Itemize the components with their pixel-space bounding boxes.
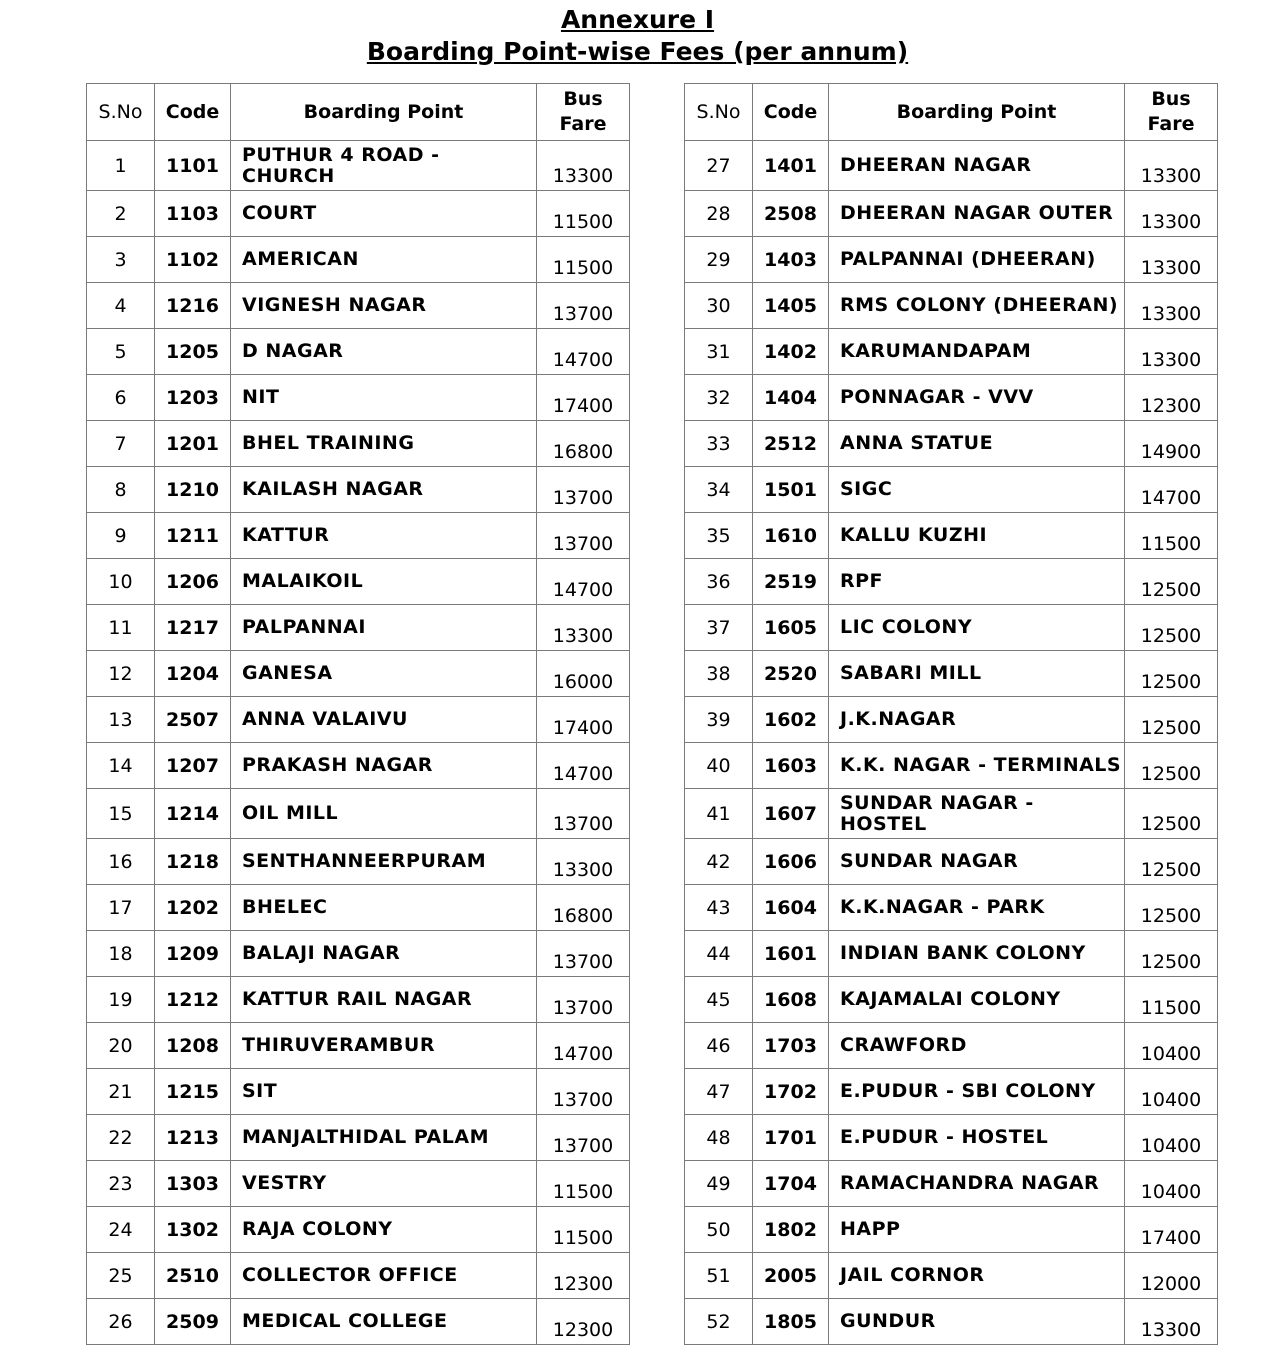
- table-header-row: [685, 84, 1218, 141]
- row-sno: 16: [87, 839, 155, 885]
- row-code: 1215: [155, 1069, 231, 1115]
- table-row: [87, 789, 630, 839]
- row-boarding-point: THIRUVERAMBUR: [231, 1023, 537, 1069]
- row-sno: 46: [685, 1023, 753, 1069]
- header-sno: S.No: [87, 84, 155, 141]
- table-row: [685, 283, 1218, 329]
- table-header-row: [87, 84, 630, 141]
- row-bus-fare: 14700: [537, 329, 630, 375]
- row-boarding-point: OIL MILL: [231, 789, 537, 839]
- table-row: [685, 1299, 1218, 1345]
- row-sno: 25: [87, 1253, 155, 1299]
- table-row: [87, 743, 630, 789]
- table-body-left: [87, 141, 630, 1345]
- row-code: 1608: [753, 977, 829, 1023]
- table-row: [685, 191, 1218, 237]
- table-row: [87, 885, 630, 931]
- row-boarding-point: BALAJI NAGAR: [231, 931, 537, 977]
- row-sno: 28: [685, 191, 753, 237]
- row-sno: 23: [87, 1161, 155, 1207]
- header-bus-fare: [1125, 84, 1218, 141]
- row-bus-fare: 16000: [537, 651, 630, 697]
- table-row: [87, 513, 630, 559]
- row-code: 1218: [155, 839, 231, 885]
- header-boarding-point: Boarding Point: [231, 84, 537, 141]
- row-sno: 31: [685, 329, 753, 375]
- row-sno: 29: [685, 237, 753, 283]
- table-row: [685, 559, 1218, 605]
- table-row: [685, 651, 1218, 697]
- row-sno: 33: [685, 421, 753, 467]
- row-bus-fare: 17400: [537, 697, 630, 743]
- table-row: [87, 839, 630, 885]
- row-code: 1208: [155, 1023, 231, 1069]
- row-boarding-point: MALAIKOIL: [231, 559, 537, 605]
- row-sno: 39: [685, 697, 753, 743]
- table-row: [87, 191, 630, 237]
- row-code: 1102: [155, 237, 231, 283]
- table-row: [87, 467, 630, 513]
- row-sno: 48: [685, 1115, 753, 1161]
- row-boarding-point: BHELEC: [231, 885, 537, 931]
- row-sno: 52: [685, 1299, 753, 1345]
- row-code: 1403: [753, 237, 829, 283]
- table-row: [685, 141, 1218, 191]
- row-code: 1217: [155, 605, 231, 651]
- table-row: [87, 977, 630, 1023]
- table-body-right: [685, 141, 1218, 1345]
- row-sno: 12: [87, 651, 155, 697]
- row-sno: 20: [87, 1023, 155, 1069]
- row-boarding-point: SIT: [231, 1069, 537, 1115]
- row-sno: 18: [87, 931, 155, 977]
- row-bus-fare: 12000: [1125, 1253, 1218, 1299]
- header-fare-line1: Bus: [1151, 88, 1191, 110]
- row-sno: 49: [685, 1161, 753, 1207]
- row-sno: 1: [87, 141, 155, 191]
- row-bus-fare: 16800: [537, 885, 630, 931]
- table-row: [685, 375, 1218, 421]
- table-row: [685, 605, 1218, 651]
- row-code: 1604: [753, 885, 829, 931]
- row-code: 1610: [753, 513, 829, 559]
- row-code: 1209: [155, 931, 231, 977]
- row-bus-fare: 13700: [537, 467, 630, 513]
- row-bus-fare: 14900: [1125, 421, 1218, 467]
- row-boarding-point: MEDICAL COLLEGE: [231, 1299, 537, 1345]
- row-sno: 6: [87, 375, 155, 421]
- table-row: [87, 1161, 630, 1207]
- row-boarding-point: GUNDUR: [829, 1299, 1125, 1345]
- row-boarding-point: E.PUDUR - HOSTEL: [829, 1115, 1125, 1161]
- row-code: 1210: [155, 467, 231, 513]
- row-sno: 45: [685, 977, 753, 1023]
- row-sno: 50: [685, 1207, 753, 1253]
- row-bus-fare: 17400: [1125, 1207, 1218, 1253]
- table-row: [685, 885, 1218, 931]
- row-sno: 47: [685, 1069, 753, 1115]
- row-code: 1501: [753, 467, 829, 513]
- table-row: [685, 513, 1218, 559]
- row-code: 1101: [155, 141, 231, 191]
- table-row: [87, 605, 630, 651]
- fees-table-left: [86, 83, 630, 1345]
- row-boarding-point: RAJA COLONY: [231, 1207, 537, 1253]
- row-code: 1703: [753, 1023, 829, 1069]
- row-boarding-point: K.K.NAGAR - PARK: [829, 885, 1125, 931]
- row-boarding-point: E.PUDUR - SBI COLONY: [829, 1069, 1125, 1115]
- row-sno: 11: [87, 605, 155, 651]
- row-boarding-point: J.K.NAGAR: [829, 697, 1125, 743]
- row-code: 1203: [155, 375, 231, 421]
- header-boarding-point: Boarding Point: [829, 84, 1125, 141]
- row-sno: 37: [685, 605, 753, 651]
- row-bus-fare: 14700: [537, 559, 630, 605]
- row-bus-fare: 12500: [1125, 697, 1218, 743]
- row-sno: 41: [685, 789, 753, 839]
- row-bus-fare: 13700: [537, 931, 630, 977]
- row-bus-fare: 13300: [1125, 141, 1218, 191]
- row-boarding-point: JAIL CORNOR: [829, 1253, 1125, 1299]
- row-code: 1704: [753, 1161, 829, 1207]
- header-sno: S.No: [685, 84, 753, 141]
- row-boarding-point: COLLECTOR OFFICE: [231, 1253, 537, 1299]
- row-boarding-point: RAMACHANDRA NAGAR: [829, 1161, 1125, 1207]
- row-bus-fare: 12500: [1125, 885, 1218, 931]
- row-sno: 3: [87, 237, 155, 283]
- row-bus-fare: 12300: [537, 1299, 630, 1345]
- row-code: 1805: [753, 1299, 829, 1345]
- row-sno: 14: [87, 743, 155, 789]
- row-sno: 30: [685, 283, 753, 329]
- table-row: [685, 1115, 1218, 1161]
- row-bus-fare: 13300: [1125, 237, 1218, 283]
- row-sno: 43: [685, 885, 753, 931]
- row-sno: 5: [87, 329, 155, 375]
- row-code: 1201: [155, 421, 231, 467]
- row-bus-fare: 13300: [1125, 191, 1218, 237]
- row-boarding-point: KATTUR: [231, 513, 537, 559]
- row-code: 1204: [155, 651, 231, 697]
- row-bus-fare: 10400: [1125, 1023, 1218, 1069]
- row-sno: 19: [87, 977, 155, 1023]
- row-boarding-point: HAPP: [829, 1207, 1125, 1253]
- row-bus-fare: 11500: [1125, 977, 1218, 1023]
- row-code: 1606: [753, 839, 829, 885]
- row-sno: 44: [685, 931, 753, 977]
- row-code: 1603: [753, 743, 829, 789]
- table-row: [87, 375, 630, 421]
- row-code: 1205: [155, 329, 231, 375]
- fees-table-right: [684, 83, 1218, 1345]
- row-code: 1602: [753, 697, 829, 743]
- row-boarding-point: DHEERAN NAGAR: [829, 141, 1125, 191]
- row-boarding-point: SIGC: [829, 467, 1125, 513]
- page-subtitle: Boarding Point-wise Fees (per annum): [366, 37, 909, 66]
- row-code: 1405: [753, 283, 829, 329]
- row-sno: 26: [87, 1299, 155, 1345]
- table-row: [685, 977, 1218, 1023]
- row-bus-fare: 14700: [537, 1023, 630, 1069]
- row-sno: 24: [87, 1207, 155, 1253]
- row-sno: 4: [87, 283, 155, 329]
- table-row: [685, 421, 1218, 467]
- row-code: 1103: [155, 191, 231, 237]
- table-row: [685, 1207, 1218, 1253]
- row-code: 2005: [753, 1253, 829, 1299]
- row-sno: 22: [87, 1115, 155, 1161]
- table-row: [685, 237, 1218, 283]
- table-row: [685, 839, 1218, 885]
- row-boarding-point: NIT: [231, 375, 537, 421]
- table-row: [685, 1161, 1218, 1207]
- table-row: [87, 141, 630, 191]
- table-row: [87, 1023, 630, 1069]
- row-bus-fare: 12500: [1125, 651, 1218, 697]
- row-sno: 17: [87, 885, 155, 931]
- row-bus-fare: 10400: [1125, 1069, 1218, 1115]
- row-boarding-point: KALLU KUZHI: [829, 513, 1125, 559]
- row-boarding-point: ANNA VALAIVU: [231, 697, 537, 743]
- row-code: 1202: [155, 885, 231, 931]
- table-row: [685, 467, 1218, 513]
- row-code: 1212: [155, 977, 231, 1023]
- row-bus-fare: 13300: [537, 839, 630, 885]
- row-sno: 2: [87, 191, 155, 237]
- row-code: 1213: [155, 1115, 231, 1161]
- row-boarding-point: CRAWFORD: [829, 1023, 1125, 1069]
- table-row: [685, 1023, 1218, 1069]
- header-code: Code: [155, 84, 231, 141]
- row-boarding-point: KARUMANDAPAM: [829, 329, 1125, 375]
- row-boarding-point: INDIAN BANK COLONY: [829, 931, 1125, 977]
- row-sno: 51: [685, 1253, 753, 1299]
- table-row: [87, 1253, 630, 1299]
- row-bus-fare: 13700: [537, 1069, 630, 1115]
- table-row: [87, 1069, 630, 1115]
- row-code: 1701: [753, 1115, 829, 1161]
- row-sno: 9: [87, 513, 155, 559]
- header-fare-line2: Fare: [559, 113, 607, 135]
- row-code: 1216: [155, 283, 231, 329]
- row-boarding-point: BHEL TRAINING: [231, 421, 537, 467]
- table-row: [87, 1115, 630, 1161]
- row-code: 2520: [753, 651, 829, 697]
- row-sno: 34: [685, 467, 753, 513]
- row-bus-fare: 10400: [1125, 1115, 1218, 1161]
- row-boarding-point: KAJAMALAI COLONY: [829, 977, 1125, 1023]
- row-code: 1802: [753, 1207, 829, 1253]
- row-bus-fare: 13700: [537, 1115, 630, 1161]
- row-boarding-point: LIC COLONY: [829, 605, 1125, 651]
- table-row: [685, 789, 1218, 839]
- row-code: 1607: [753, 789, 829, 839]
- header-fare-line2: Fare: [1147, 113, 1195, 135]
- table-row: [685, 743, 1218, 789]
- row-boarding-point: RMS COLONY (DHEERAN): [829, 283, 1125, 329]
- row-bus-fare: 11500: [537, 237, 630, 283]
- table-row: [87, 329, 630, 375]
- row-code: 1211: [155, 513, 231, 559]
- row-boarding-point: VIGNESH NAGAR: [231, 283, 537, 329]
- row-bus-fare: 12300: [537, 1253, 630, 1299]
- row-bus-fare: 12500: [1125, 931, 1218, 977]
- row-sno: 38: [685, 651, 753, 697]
- page-title: Annexure I: [560, 5, 715, 34]
- row-bus-fare: 13300: [537, 141, 630, 191]
- table-row: [685, 1069, 1218, 1115]
- row-sno: 13: [87, 697, 155, 743]
- row-bus-fare: 17400: [537, 375, 630, 421]
- row-bus-fare: 11500: [537, 1161, 630, 1207]
- row-sno: 42: [685, 839, 753, 885]
- row-code: 1214: [155, 789, 231, 839]
- row-bus-fare: 13300: [1125, 1299, 1218, 1345]
- row-code: 1702: [753, 1069, 829, 1115]
- row-boarding-point: PALPANNAI (DHEERAN): [829, 237, 1125, 283]
- row-bus-fare: 12500: [1125, 743, 1218, 789]
- row-boarding-point: COURT: [231, 191, 537, 237]
- table-row: [685, 931, 1218, 977]
- row-sno: 21: [87, 1069, 155, 1115]
- row-code: 2512: [753, 421, 829, 467]
- row-bus-fare: 14700: [1125, 467, 1218, 513]
- row-bus-fare: 13300: [1125, 283, 1218, 329]
- table-row: [87, 931, 630, 977]
- row-boarding-point: PUTHUR 4 ROAD - CHURCH: [231, 141, 537, 191]
- row-boarding-point: KATTUR RAIL NAGAR: [231, 977, 537, 1023]
- row-sno: 8: [87, 467, 155, 513]
- row-boarding-point: PALPANNAI: [231, 605, 537, 651]
- row-bus-fare: 12300: [1125, 375, 1218, 421]
- row-code: 2507: [155, 697, 231, 743]
- row-code: 1601: [753, 931, 829, 977]
- row-boarding-point: DHEERAN NAGAR OUTER: [829, 191, 1125, 237]
- row-bus-fare: 12500: [1125, 839, 1218, 885]
- row-bus-fare: 10400: [1125, 1161, 1218, 1207]
- row-bus-fare: 14700: [537, 743, 630, 789]
- table-row: [87, 651, 630, 697]
- row-bus-fare: 12500: [1125, 789, 1218, 839]
- header-bus-fare: [537, 84, 630, 141]
- row-code: 2509: [155, 1299, 231, 1345]
- row-bus-fare: 11500: [537, 1207, 630, 1253]
- row-boarding-point: ANNA STATUE: [829, 421, 1125, 467]
- row-code: 1404: [753, 375, 829, 421]
- table-row: [87, 421, 630, 467]
- row-boarding-point: VESTRY: [231, 1161, 537, 1207]
- table-row: [685, 697, 1218, 743]
- row-boarding-point: AMERICAN: [231, 237, 537, 283]
- table-row: [87, 1299, 630, 1345]
- row-code: 1402: [753, 329, 829, 375]
- row-code: 1206: [155, 559, 231, 605]
- table-row: [87, 237, 630, 283]
- row-bus-fare: 13300: [1125, 329, 1218, 375]
- row-sno: 10: [87, 559, 155, 605]
- row-boarding-point: PONNAGAR - VVV: [829, 375, 1125, 421]
- header-code: Code: [753, 84, 829, 141]
- row-bus-fare: 13300: [537, 605, 630, 651]
- row-code: 1605: [753, 605, 829, 651]
- row-boarding-point: MANJALTHIDAL PALAM: [231, 1115, 537, 1161]
- row-bus-fare: 12500: [1125, 605, 1218, 651]
- row-sno: 32: [685, 375, 753, 421]
- row-boarding-point: K.K. NAGAR - TERMINALS: [829, 743, 1125, 789]
- table-row: [87, 283, 630, 329]
- row-bus-fare: 11500: [537, 191, 630, 237]
- row-code: 1207: [155, 743, 231, 789]
- table-row: [87, 697, 630, 743]
- row-code: 2510: [155, 1253, 231, 1299]
- row-sno: 36: [685, 559, 753, 605]
- row-boarding-point: D NAGAR: [231, 329, 537, 375]
- row-code: 1401: [753, 141, 829, 191]
- row-boarding-point: KAILASH NAGAR: [231, 467, 537, 513]
- row-sno: 35: [685, 513, 753, 559]
- row-bus-fare: 16800: [537, 421, 630, 467]
- row-bus-fare: 13700: [537, 283, 630, 329]
- row-bus-fare: 12500: [1125, 559, 1218, 605]
- row-boarding-point: SABARI MILL: [829, 651, 1125, 697]
- row-boarding-point: SENTHANNEERPURAM: [231, 839, 537, 885]
- row-code: 2519: [753, 559, 829, 605]
- row-sno: 15: [87, 789, 155, 839]
- row-boarding-point: PRAKASH NAGAR: [231, 743, 537, 789]
- row-sno: 40: [685, 743, 753, 789]
- row-bus-fare: 11500: [1125, 513, 1218, 559]
- row-boarding-point: RPF: [829, 559, 1125, 605]
- row-code: 1302: [155, 1207, 231, 1253]
- table-row: [87, 559, 630, 605]
- row-bus-fare: 13700: [537, 977, 630, 1023]
- row-sno: 27: [685, 141, 753, 191]
- row-bus-fare: 13700: [537, 789, 630, 839]
- row-boarding-point: GANESA: [231, 651, 537, 697]
- table-row: [685, 329, 1218, 375]
- row-boarding-point: SUNDAR NAGAR: [829, 839, 1125, 885]
- row-code: 1303: [155, 1161, 231, 1207]
- row-code: 2508: [753, 191, 829, 237]
- table-row: [87, 1207, 630, 1253]
- row-bus-fare: 13700: [537, 513, 630, 559]
- header-fare-line1: Bus: [563, 88, 603, 110]
- table-row: [685, 1253, 1218, 1299]
- row-boarding-point: SUNDAR NAGAR - HOSTEL: [829, 789, 1125, 839]
- row-sno: 7: [87, 421, 155, 467]
